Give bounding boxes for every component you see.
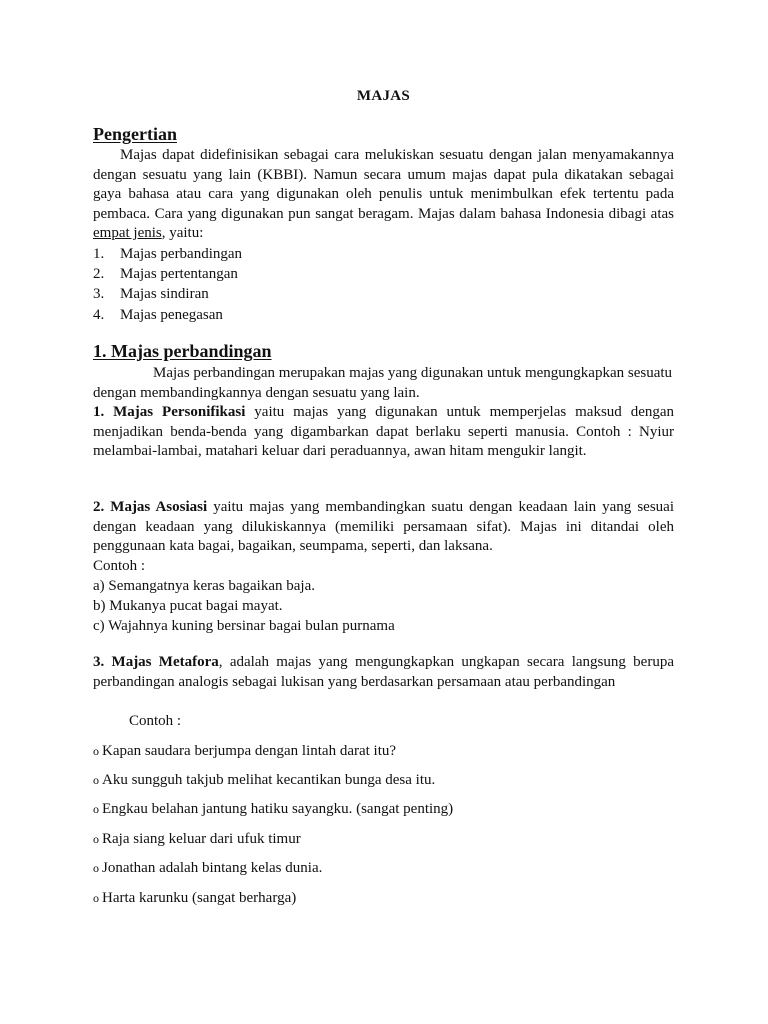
list-item xyxy=(93,244,242,264)
asosiasi-example: c) Wajahnya kuning bersinar bagai bulan purnama xyxy=(93,618,395,634)
personifikasi-term: 1. Majas Personifikasi xyxy=(93,404,246,420)
section1-intro: Majas perbandingan merupakan majas yang digunakan untuk mengungkapkan sesuatu dengan membandingkannya dengan sesuatu yang lain. xyxy=(93,365,673,401)
list-number: 2. xyxy=(93,266,105,283)
bullet-marker: o xyxy=(93,891,99,905)
metafora-example xyxy=(93,890,296,907)
metafora-example xyxy=(93,772,435,789)
example-text: Aku sungguh takjub melihat kecantikan bunga desa itu. xyxy=(102,772,436,788)
list-item xyxy=(93,284,242,304)
metafora-example xyxy=(93,801,453,818)
example-text: Raja siang keluar dari ufuk timur xyxy=(102,831,301,847)
bullet-marker: o xyxy=(93,802,99,816)
majas-types-list xyxy=(93,244,242,325)
example-text: Harta karunku (sangat berharga) xyxy=(102,890,297,906)
bullet-marker: o xyxy=(93,832,99,846)
pengertian-text: Majas dapat didefinisikan sebagai cara melukiskan sesuatu dengan jalan menyamakannya dengan sesuatu yang lain (KBBI). Namun secara umum majas dapat pula dikatakan sebagai gaya bahasa atau cara yang digunakan oleh penulis untuk menimbulkan efek tertentu pada pembaca. Cara yang digunakan pun sangat beragam. Majas dalam bahasa Indonesia dibagi atas xyxy=(93,147,674,222)
pengertian-paragraph xyxy=(93,146,674,244)
pengertian-text-end: , yaitu: xyxy=(161,225,204,242)
personifikasi-paragraph xyxy=(93,403,674,462)
bullet-marker: o xyxy=(93,744,99,758)
section1-heading: 1. Majas perbandingan xyxy=(93,341,272,361)
list-item xyxy=(93,305,242,325)
example-text: Kapan saudara berjumpa dengan lintah darat itu? xyxy=(102,743,397,759)
document-title: MAJAS xyxy=(356,88,411,104)
asosiasi-term: 2. Majas Asosiasi xyxy=(93,499,208,515)
list-number: 1. xyxy=(93,246,105,262)
list-label: Majas perbandingan xyxy=(120,246,243,262)
list-number: 3. xyxy=(93,286,105,303)
metafora-term: 3. Majas Metafora xyxy=(93,654,219,670)
bullet-marker: o xyxy=(93,861,99,875)
metafora-paragraph xyxy=(93,653,674,692)
asosiasi-contoh-label: Contoh : xyxy=(93,558,146,574)
asosiasi-text: yaitu majas yang membandingkan suatu dengan keadaan lain yang sesuai dengan keadaan yang dilukiskannya (memiliki persamaan sifat). Majas ini ditandai oleh penggunaan kata bagai, bagaikan, seumpama, seperti, dan laksana. xyxy=(93,499,674,555)
list-label: Majas sindiran xyxy=(120,286,209,303)
bullet-marker: o xyxy=(93,773,99,787)
list-number: 4. xyxy=(93,306,105,323)
list-label: Majas pertentangan xyxy=(120,266,238,283)
asosiasi-paragraph xyxy=(93,498,674,557)
asosiasi-example: a) Semangatnya keras bagaikan baja. xyxy=(93,578,315,594)
pengertian-heading: Pengertian xyxy=(93,124,177,144)
example-text: Engkau belahan jantung hatiku sayangku. (sangat penting) xyxy=(102,801,454,817)
metafora-contoh-label: Contoh : xyxy=(129,713,182,729)
personifikasi-text: yaitu majas yang digunakan untuk memperjelas maksud dengan menjadikan benda-benda yang digambarkan dapat berlaku seperti manusia. Contoh : Nyiur melambai-lambai, matahari keluar dari peraduannya, awan hitam mengukir langit. xyxy=(93,404,675,460)
asosiasi-example: b) Mukanya pucat bagai mayat. xyxy=(93,598,283,614)
example-text: Jonathan adalah bintang kelas dunia. xyxy=(102,860,323,876)
list-label: Majas penegasan xyxy=(120,306,223,323)
metafora-example xyxy=(93,743,396,760)
metafora-example xyxy=(93,860,322,877)
list-item xyxy=(93,264,242,284)
empat-jenis-underline: empat jenis xyxy=(93,225,162,242)
metafora-example xyxy=(93,831,301,848)
metafora-text: , adalah majas yang mengungkapkan ungkapan secara langsung berupa perbandingan analogis sebagai lukisan yang berdasarkan persamaan atau perbandingan xyxy=(93,654,674,690)
